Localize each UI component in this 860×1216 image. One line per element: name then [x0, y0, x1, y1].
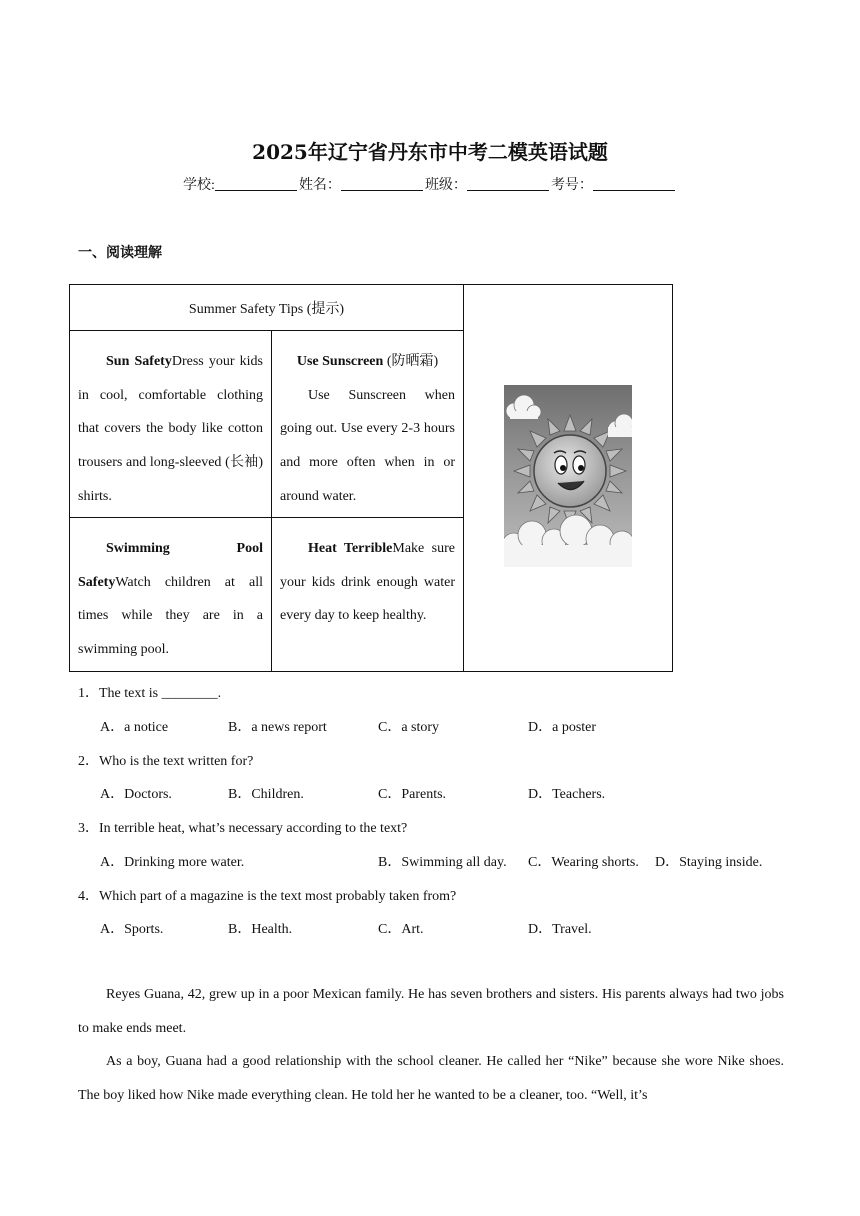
answer-option[interactable]: B．Health. [228, 922, 293, 937]
answer-option[interactable]: A．Doctors. [100, 787, 172, 802]
question-stem: 2．Who is the text written for? [78, 754, 254, 769]
sunscreen-text: Use Sunscreen when going out. Use every 2-3 hours and more often when in or around water. [280, 387, 455, 504]
answer-option[interactable]: C．a story [378, 720, 440, 735]
section-heading: 一、阅读理解 [78, 245, 162, 261]
heat-heading: Heat Terrible [308, 541, 393, 556]
question-stem: 1．The text is ________. [78, 686, 222, 701]
smiling-sun-illustration [504, 385, 632, 567]
sunscreen-heading-suffix: (防晒霜) [383, 354, 439, 369]
page-title: 2025年辽宁省丹东市中考二模英语试题 [252, 140, 608, 164]
passage-paragraph: Reyes Guana, 42, grew up in a poor Mexican family. He has seven brothers and sisters. His parents always had two jobs to make ends meet. [78, 987, 784, 1036]
heat-text: Make sure your kids drink enough water every day to keep healthy. [280, 541, 455, 624]
answer-option[interactable]: C．Art. [378, 922, 424, 937]
answer-option[interactable]: D．Travel. [528, 922, 592, 937]
answer-option[interactable]: D．Teachers. [528, 787, 606, 802]
school-blank[interactable] [215, 176, 297, 191]
tip-cell-heat [272, 518, 464, 672]
class-blank[interactable] [467, 176, 549, 191]
answer-option[interactable]: B．Swimming all day. [378, 855, 507, 870]
class-label: 班级： [424, 178, 467, 193]
answer-option[interactable]: D．Staying inside. [655, 855, 763, 870]
safety-tips-table [69, 284, 673, 672]
question-stem: 4．Which part of a magazine is the text most probably taken from? [78, 889, 457, 904]
number-blank[interactable] [593, 176, 675, 191]
number-label: 考号： [550, 178, 593, 193]
answer-option[interactable]: B．Children. [228, 787, 304, 802]
answer-option[interactable]: A．Sports. [100, 922, 164, 937]
answer-option[interactable]: D．a poster [528, 720, 597, 735]
sun-safety-text: Dress your kids in cool, comfortable clothing that covers the body like cotton trousers and long-sleeved (长袖) shirts. [78, 354, 263, 504]
answer-option[interactable]: C．Wearing shorts. [528, 855, 639, 870]
sun-picture-cell [464, 285, 673, 672]
sun-safety-heading: Sun Safety [106, 354, 172, 369]
tip-cell-sunscreen [272, 331, 464, 518]
pool-safety-heading: Swimming Pool Safety [78, 541, 263, 590]
name-label: 姓名： [298, 178, 341, 193]
passage-paragraph: As a boy, Guana had a good relationship with the school cleaner. He called her “Nike” because she wore Nike shoes. The boy liked how Nike made everything clean. He told her he wanted to be a cleaner, too. “Well, it’s [78, 1054, 784, 1103]
name-blank[interactable] [341, 176, 423, 191]
school-label: 学校: [183, 178, 215, 193]
answer-option[interactable]: C．Parents. [378, 787, 447, 802]
answer-option[interactable]: A．Drinking more water. [100, 855, 245, 870]
tip-cell-sun-safety [70, 331, 272, 518]
pool-safety-text: Watch children at all times while they are in a swimming pool. [78, 574, 263, 658]
answer-option[interactable]: B．a news report [228, 720, 327, 735]
question-stem: 3．In terrible heat, what’s necessary according to the text? [78, 821, 408, 836]
student-info-line [0, 174, 860, 194]
tip-cell-pool-safety [70, 518, 272, 672]
answer-option[interactable]: A．a notice [100, 720, 169, 735]
tips-title: Summer Safety Tips (提示) [70, 285, 464, 331]
sunscreen-heading: Use Sunscreen [296, 354, 384, 369]
